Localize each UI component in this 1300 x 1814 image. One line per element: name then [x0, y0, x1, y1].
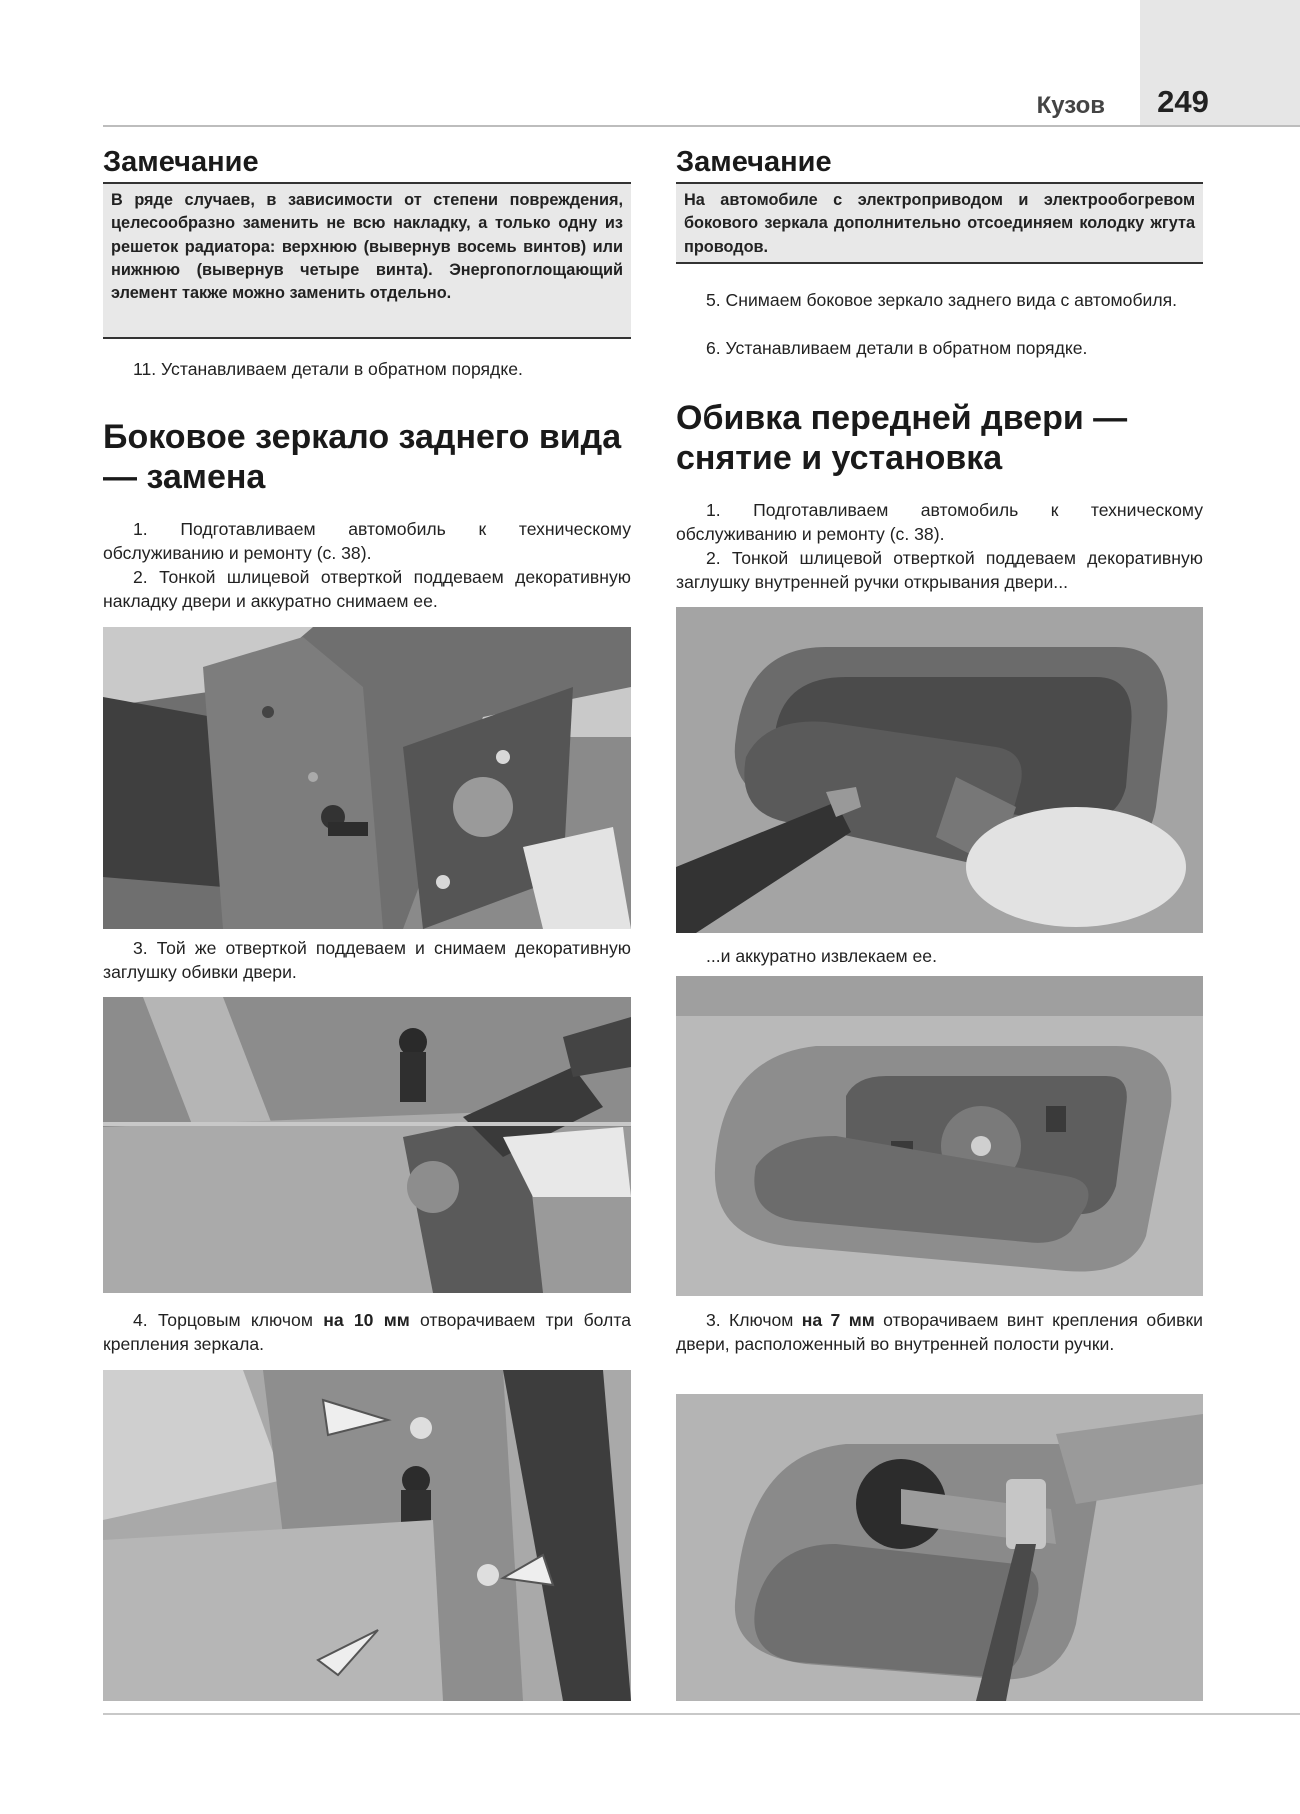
left-step-4-pre: 4. Торцовым ключом	[133, 1310, 324, 1330]
right-step-2-cont	[676, 944, 1203, 968]
right-step-5-text: 5. Снимаем боковое зеркало заднего вида с автомобиля.	[706, 290, 1178, 310]
right-step-5	[676, 288, 1203, 312]
left-step-4-post: отворачиваем три болта крепления зеркала.	[103, 1310, 631, 1354]
photo-mirror-bolts	[103, 1370, 631, 1701]
right-note-box: На автомобиле с электроприводом и электрообогревом бокового зеркала дополнительно отсоединяем колодку жгута проводов.	[676, 182, 1203, 264]
left-step-3-text: 3. Той же отверткой поддеваем и снимаем декоративную заглушку обивки двери.	[103, 938, 631, 982]
left-section-heading: Боковое зеркало заднего вида — замена	[103, 418, 622, 496]
photo-mirror-trim	[103, 627, 631, 929]
right-step-3-bold: на 7 мм	[801, 1310, 875, 1330]
right-step-6	[676, 336, 1203, 360]
photo-trim-plug	[103, 997, 631, 1293]
left-step-4-bold: на 10 мм	[323, 1310, 410, 1330]
header-rule	[103, 125, 1300, 127]
left-step-3	[103, 936, 631, 984]
left-note-title: Замечание	[103, 146, 259, 178]
right-note-title: Замечание	[676, 146, 832, 178]
left-step-1-text: 1. Подготавливаем автомобиль к техническому обслуживанию и ремонту (с. 38).	[103, 519, 631, 563]
right-step-2-cont-text: ...и аккуратно извлекаем ее.	[706, 946, 937, 966]
photo-handle-pry	[676, 607, 1203, 933]
right-step-1-text: 1. Подготавливаем автомобиль к техническому обслуживанию и ремонту (с. 38).	[676, 500, 1203, 544]
left-note-box: В ряде случаев, в зависимости от степени повреждения, целесообразно заменить не всю накладку, а только одну из решеток радиатора: верхнюю (вывернув восемь винтов) или нижнюю (вывернув четыре винта). Энергопоглощающий элемент также можно заменить отдельно.	[103, 182, 631, 339]
right-step-3-post: отворачиваем винт крепления обивки двери, расположенный во внутренней полости ручки.	[676, 1310, 1203, 1354]
right-step-2	[676, 546, 1203, 594]
photo-handle-screw	[676, 1394, 1203, 1701]
right-step-3	[676, 1308, 1203, 1356]
section-name: Кузов	[1036, 92, 1105, 119]
left-step-11-text: 11. Устанавливаем детали в обратном порядке.	[133, 359, 523, 379]
right-step-3-pre: 3. Ключом	[706, 1310, 802, 1330]
page-number: 249	[1157, 84, 1209, 119]
left-step-2-text: 2. Тонкой шлицевой отверткой поддеваем декоративную накладку двери и аккуратно снимаем ее.	[103, 567, 631, 611]
right-step-2-text: 2. Тонкой шлицевой отверткой поддеваем декоративную заглушку внутренней ручки открывания двери...	[676, 548, 1203, 592]
footer-rule	[103, 1713, 1300, 1715]
left-step-2	[103, 565, 631, 613]
photo-handle-removed	[676, 976, 1203, 1296]
right-step-1	[676, 498, 1203, 546]
right-section-heading: Обивка передней двери — снятие и установка	[676, 399, 1128, 477]
left-step-11	[103, 357, 631, 381]
left-step-1	[103, 517, 631, 565]
right-step-6-text: 6. Устанавливаем детали в обратном порядке.	[706, 338, 1088, 358]
left-step-4	[103, 1308, 631, 1356]
